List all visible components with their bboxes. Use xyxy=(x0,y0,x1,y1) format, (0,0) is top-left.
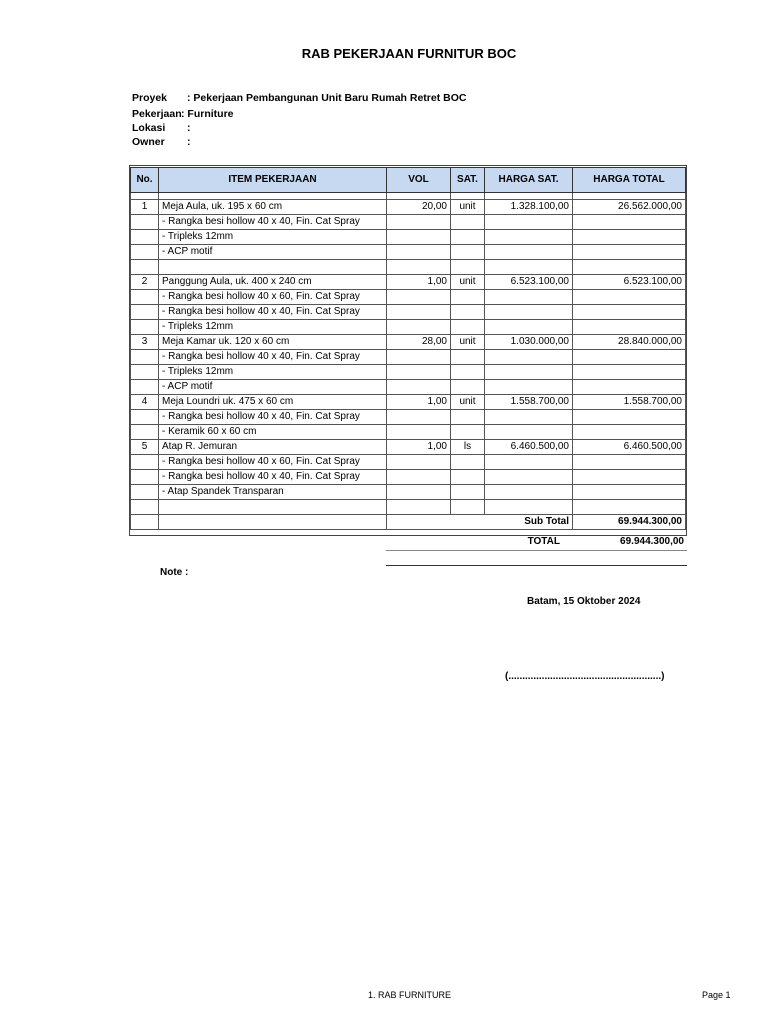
cell-vol: 20,00 xyxy=(387,200,451,215)
cell-harga-total xyxy=(573,470,686,485)
table-row xyxy=(131,395,686,410)
table-cell xyxy=(485,193,573,200)
cell-vol xyxy=(387,305,451,320)
cell-harga-sat xyxy=(485,305,573,320)
cell-sat xyxy=(451,410,485,425)
cell-no: 5 xyxy=(131,440,159,455)
project-info xyxy=(132,92,532,152)
cell-vol: 1,00 xyxy=(387,440,451,455)
cell-harga-sat xyxy=(485,365,573,380)
cell-no xyxy=(131,485,159,500)
cell-vol xyxy=(387,215,451,230)
cell-no: 3 xyxy=(131,335,159,350)
cell-sat xyxy=(451,485,485,500)
info-value: : Furniture xyxy=(181,108,234,120)
cell-sat: unit xyxy=(451,275,485,290)
cell-no xyxy=(131,290,159,305)
cell-sat: unit xyxy=(451,335,485,350)
total-double-underline xyxy=(386,565,687,566)
cell-sat xyxy=(451,290,485,305)
cell-vol: 1,00 xyxy=(387,275,451,290)
cell-harga-sat xyxy=(485,485,573,500)
table-row xyxy=(131,365,686,380)
cell-vol xyxy=(387,500,451,515)
cell-item: - Rangka besi hollow 40 x 40, Fin. Cat Spray xyxy=(159,350,387,365)
cell-no: 4 xyxy=(131,395,159,410)
cell-no xyxy=(131,455,159,470)
info-value: : Pekerjaan Pembangunan Unit Baru Rumah Retret BOC xyxy=(187,92,467,104)
table-body xyxy=(131,193,686,530)
cell-harga-total xyxy=(573,320,686,335)
cell-harga-total: 26.562.000,00 xyxy=(573,200,686,215)
cell-sat xyxy=(451,425,485,440)
cell-item: - Rangka besi hollow 40 x 60, Fin. Cat Spray xyxy=(159,290,387,305)
header-vol: VOL xyxy=(387,168,451,193)
cell-harga-total xyxy=(573,230,686,245)
cell-sat xyxy=(451,305,485,320)
cell-harga-total xyxy=(573,290,686,305)
cell-sat xyxy=(451,455,485,470)
cell-vol xyxy=(387,260,451,275)
cell-harga-sat xyxy=(485,350,573,365)
info-row-lokasi xyxy=(132,122,532,136)
cell-no: 2 xyxy=(131,275,159,290)
cell-harga-total xyxy=(573,500,686,515)
info-value: : xyxy=(187,122,191,134)
cell-harga-sat xyxy=(485,320,573,335)
cell-vol xyxy=(387,455,451,470)
subtotal-value: 69.944.300,00 xyxy=(573,515,686,530)
cell-vol: 1,00 xyxy=(387,395,451,410)
cell-harga-sat: 1.030.000,00 xyxy=(485,335,573,350)
cell-item: - Rangka besi hollow 40 x 40, Fin. Cat Spray xyxy=(159,305,387,320)
table-cell xyxy=(451,193,485,200)
cell-vol xyxy=(387,410,451,425)
cell-vol: 28,00 xyxy=(387,335,451,350)
cell-no xyxy=(131,425,159,440)
cell-item: - Tripleks 12mm xyxy=(159,230,387,245)
table-row xyxy=(131,335,686,350)
table-row xyxy=(131,500,686,515)
cell-sat xyxy=(451,380,485,395)
cell-item: - ACP motif xyxy=(159,245,387,260)
cell-harga-sat xyxy=(485,230,573,245)
cell-harga-sat xyxy=(485,500,573,515)
table-cell xyxy=(131,193,159,200)
cell-vol xyxy=(387,470,451,485)
subtotal-label: Sub Total xyxy=(387,515,573,530)
cell-item: - ACP motif xyxy=(159,380,387,395)
cell-harga-sat xyxy=(485,470,573,485)
cell-sat xyxy=(451,320,485,335)
cell-no xyxy=(131,260,159,275)
cell-sat xyxy=(451,230,485,245)
table-cell xyxy=(573,193,686,200)
signature-place-date: Batam, 15 Oktober 2024 xyxy=(527,596,641,607)
cell-vol xyxy=(387,230,451,245)
header-no: No. xyxy=(131,168,159,193)
cell-harga-sat: 1.558.700,00 xyxy=(485,395,573,410)
cell-sat xyxy=(451,260,485,275)
table-header-row xyxy=(131,168,686,193)
spacer-row xyxy=(131,193,686,200)
cell-vol xyxy=(387,320,451,335)
cell-item: Meja Kamar uk. 120 x 60 cm xyxy=(159,335,387,350)
table-cell xyxy=(387,193,451,200)
info-row-proyek xyxy=(132,92,532,106)
header-harga-sat: HARGA SAT. xyxy=(485,168,573,193)
cell-sat xyxy=(451,470,485,485)
cell-no xyxy=(131,230,159,245)
cell-harga-total xyxy=(573,410,686,425)
cell-harga-total xyxy=(573,245,686,260)
cell-harga-sat xyxy=(485,455,573,470)
cell-no xyxy=(131,470,159,485)
table-row xyxy=(131,230,686,245)
cell-harga-total xyxy=(573,365,686,380)
cell-sat xyxy=(451,365,485,380)
cell-item: - Rangka besi hollow 40 x 40, Fin. Cat Spray xyxy=(159,470,387,485)
footer-page-number: Page 1 xyxy=(702,990,731,1000)
table-row xyxy=(131,410,686,425)
cell-sat: unit xyxy=(451,395,485,410)
info-label: Pekerjaan xyxy=(132,108,182,120)
cell-harga-sat xyxy=(485,260,573,275)
table-row xyxy=(131,485,686,500)
cell-harga-total xyxy=(573,380,686,395)
table-row xyxy=(131,320,686,335)
info-row-pekerjaan xyxy=(132,108,532,122)
cell-no xyxy=(131,500,159,515)
info-label: Owner xyxy=(132,136,165,148)
table-row xyxy=(131,440,686,455)
table-row xyxy=(131,470,686,485)
cell-vol xyxy=(387,290,451,305)
footer-sheet-name: 1. RAB FURNITURE xyxy=(368,990,452,1000)
info-row-owner xyxy=(132,136,532,150)
cell-harga-sat xyxy=(485,410,573,425)
cell-harga-total: 6.523.100,00 xyxy=(573,275,686,290)
cell-harga-sat: 6.523.100,00 xyxy=(485,275,573,290)
cell-no xyxy=(131,365,159,380)
info-label: Lokasi xyxy=(132,122,166,134)
table-row xyxy=(131,380,686,395)
header-item: ITEM PEKERJAAN xyxy=(159,168,387,193)
cell-item: - Tripleks 12mm xyxy=(159,365,387,380)
table-cell xyxy=(159,515,387,530)
cell-no: 1 xyxy=(131,200,159,215)
cell-item: Atap R. Jemuran xyxy=(159,440,387,455)
cell-harga-sat xyxy=(485,290,573,305)
cell-no xyxy=(131,380,159,395)
total-label: TOTAL xyxy=(527,536,560,547)
table-row xyxy=(131,305,686,320)
cell-harga-sat xyxy=(485,245,573,260)
cell-harga-total xyxy=(573,455,686,470)
cell-item: - Atap Spandek Transparan xyxy=(159,485,387,500)
cell-harga-total xyxy=(573,305,686,320)
info-label: Proyek xyxy=(132,92,168,104)
cell-harga-total xyxy=(573,350,686,365)
cell-item: Panggung Aula, uk. 400 x 240 cm xyxy=(159,275,387,290)
subtotal-row xyxy=(131,515,686,530)
cell-item xyxy=(159,500,387,515)
cell-harga-sat: 1.328.100,00 xyxy=(485,200,573,215)
cell-item: - Rangka besi hollow 40 x 40, Fin. Cat Spray xyxy=(159,410,387,425)
cell-sat xyxy=(451,500,485,515)
cell-harga-total xyxy=(573,485,686,500)
cell-no xyxy=(131,245,159,260)
cell-vol xyxy=(387,245,451,260)
total-underline xyxy=(386,550,687,551)
cell-harga-sat xyxy=(485,425,573,440)
table-row xyxy=(131,245,686,260)
cell-sat: unit xyxy=(451,200,485,215)
table-cell xyxy=(131,515,159,530)
cell-harga-total xyxy=(573,425,686,440)
table-row xyxy=(131,260,686,275)
cell-no xyxy=(131,320,159,335)
cell-sat xyxy=(451,215,485,230)
cell-harga-sat xyxy=(485,215,573,230)
table-row xyxy=(131,350,686,365)
cell-harga-sat xyxy=(485,380,573,395)
cell-harga-sat: 6.460.500,00 xyxy=(485,440,573,455)
cell-harga-total xyxy=(573,260,686,275)
cell-harga-total: 28.840.000,00 xyxy=(573,335,686,350)
cell-item: - Tripleks 12mm xyxy=(159,320,387,335)
document-title: RAB PEKERJAAN FURNITUR BOC xyxy=(301,46,517,61)
cell-no xyxy=(131,410,159,425)
signature-placeholder: (.......................................................) xyxy=(505,671,665,682)
cell-sat xyxy=(451,350,485,365)
cell-harga-total xyxy=(573,215,686,230)
header-harga-total: HARGA TOTAL xyxy=(573,168,686,193)
rab-table xyxy=(130,167,686,530)
table-row xyxy=(131,290,686,305)
cell-item: Meja Aula, uk. 195 x 60 cm xyxy=(159,200,387,215)
cell-sat: ls xyxy=(451,440,485,455)
table-row xyxy=(131,425,686,440)
cell-vol xyxy=(387,485,451,500)
cell-sat xyxy=(451,245,485,260)
table-row xyxy=(131,200,686,215)
total-value: 69.944.300,00 xyxy=(620,536,684,547)
cell-harga-total: 6.460.500,00 xyxy=(573,440,686,455)
cell-item: Meja Loundri uk. 475 x 60 cm xyxy=(159,395,387,410)
cell-vol xyxy=(387,425,451,440)
info-value: : xyxy=(187,136,191,148)
note-label: Note : xyxy=(160,567,189,578)
table-cell xyxy=(159,193,387,200)
cell-item: - Keramik 60 x 60 cm xyxy=(159,425,387,440)
cell-no xyxy=(131,215,159,230)
cell-item xyxy=(159,260,387,275)
cell-item: - Rangka besi hollow 40 x 40, Fin. Cat Spray xyxy=(159,215,387,230)
cell-vol xyxy=(387,365,451,380)
cell-no xyxy=(131,350,159,365)
header-sat: SAT. xyxy=(451,168,485,193)
cell-vol xyxy=(387,350,451,365)
table-row xyxy=(131,455,686,470)
cell-vol xyxy=(387,380,451,395)
cell-item: - Rangka besi hollow 40 x 60, Fin. Cat Spray xyxy=(159,455,387,470)
cell-no xyxy=(131,305,159,320)
cell-harga-total: 1.558.700,00 xyxy=(573,395,686,410)
table-row xyxy=(131,275,686,290)
table-row xyxy=(131,215,686,230)
